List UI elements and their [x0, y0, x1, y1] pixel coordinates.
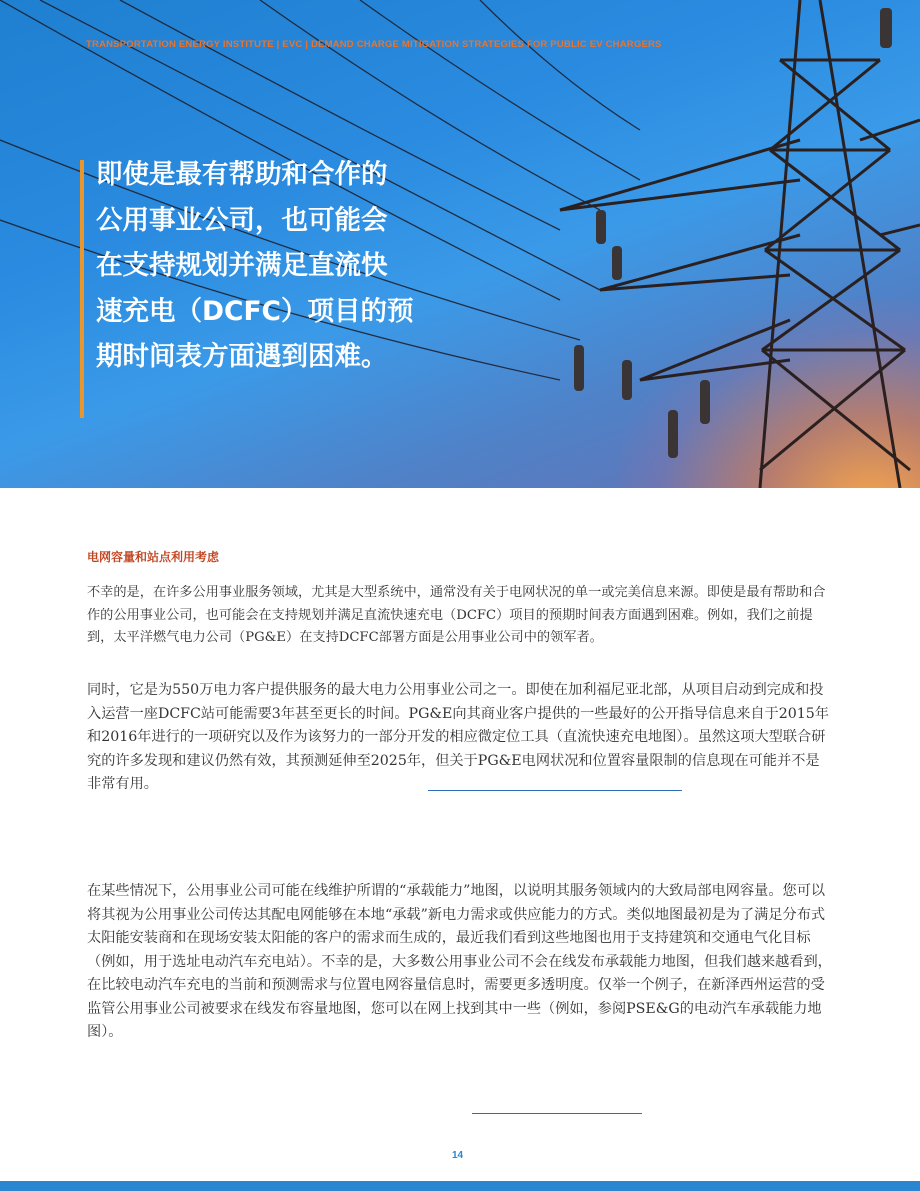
running-header: TRANSPORTATION ENERGY INSTITUTE | EVC | DEMAND CHARGE MITIGATION STRATEGIES FOR PUBLIC EV CHARGERS: [86, 39, 662, 50]
pull-quote-accent-bar: [80, 160, 84, 418]
page-number: 14: [452, 1150, 464, 1161]
paragraph-1: 不幸的是，在许多公用事业服务领域，尤其是大型系统中，通常没有关于电网状况的单一或完美信息来源。即使是最有帮助和合作的公用事业公司，也可能会在支持规划并满足直流快速充电（DCFC）项目的预期时间表方面遇到困难。例如，我们之前提到，太平洋燃气电力公司（PG&E）在支持DCFC部署方面是公用事业公司中的领军者。: [87, 585, 826, 645]
hyperlink-underline[interactable]: [428, 790, 682, 791]
hyperlink-underline[interactable]: [472, 1113, 642, 1114]
hero-banner: [0, 0, 920, 488]
pull-quote-line: 公用事业公司，也可能会: [96, 204, 388, 236]
section-heading: 电网容量和站点利用考虑: [87, 550, 220, 564]
pull-quote: [96, 152, 466, 380]
footer-bar: [0, 1181, 920, 1191]
pull-quote-line: 期时间表方面遇到困难。: [96, 341, 388, 372]
paragraph-3: 在某些情况下，公用事业公司可能在线维护所谓的“承载能力”地图，以说明其服务领域内的大致局部电网容量。您可以将其视为公用事业公司传达其配电网能够在本地“承载”新电力需求或供应能力的方式。类似地图最初是为了满足分布式太阳能安装商和在现场安装太阳能的客户的需求而生成的，最近我们看到这些地图也用于支持建筑和交通电气化目标（例如，用于选址电动汽车充电站）。不幸的是，大多数公用事业公司不会在线发布承载能力地图，但我们越来越看到，在比较电动汽车充电的当前和预测需求与位置电网容量信息时，需要更多透明度。仅举一个例子，在新泽西州运营的受监管公用事业公司被要求在线发布容量地图，您可以在网上找到其中一些（例如，参阅PSE&G的电动汽车承载能力地图）。: [87, 883, 832, 1040]
pull-quote-line: 在支持规划并满足直流快: [96, 250, 388, 281]
paragraph-2: 同时，它是为550万电力客户提供服务的最大电力公用事业公司之一。即使在加利福尼亚北部，从项目启动到完成和投入运营一座DCFC站可能需要3年甚至更长的时间。PG&E向其商业客户提供的一些最好的公开指导信息来自于2015年和2016年进行的一项研究以及作为该努力的一部分开发的相应微定位工具（直流快速充电地图）。虽然这项大型联合研究的许多发现和建议仍然有效，其预测延伸至2025年，但关于PG&E电网状况和位置容量限制的信息现在可能并不是非常有用。: [87, 682, 829, 792]
pull-quote-line: 即使是最有帮助和合作的: [96, 159, 388, 190]
pull-quote-line: 速充电（DCFC）项目的预: [96, 295, 414, 327]
